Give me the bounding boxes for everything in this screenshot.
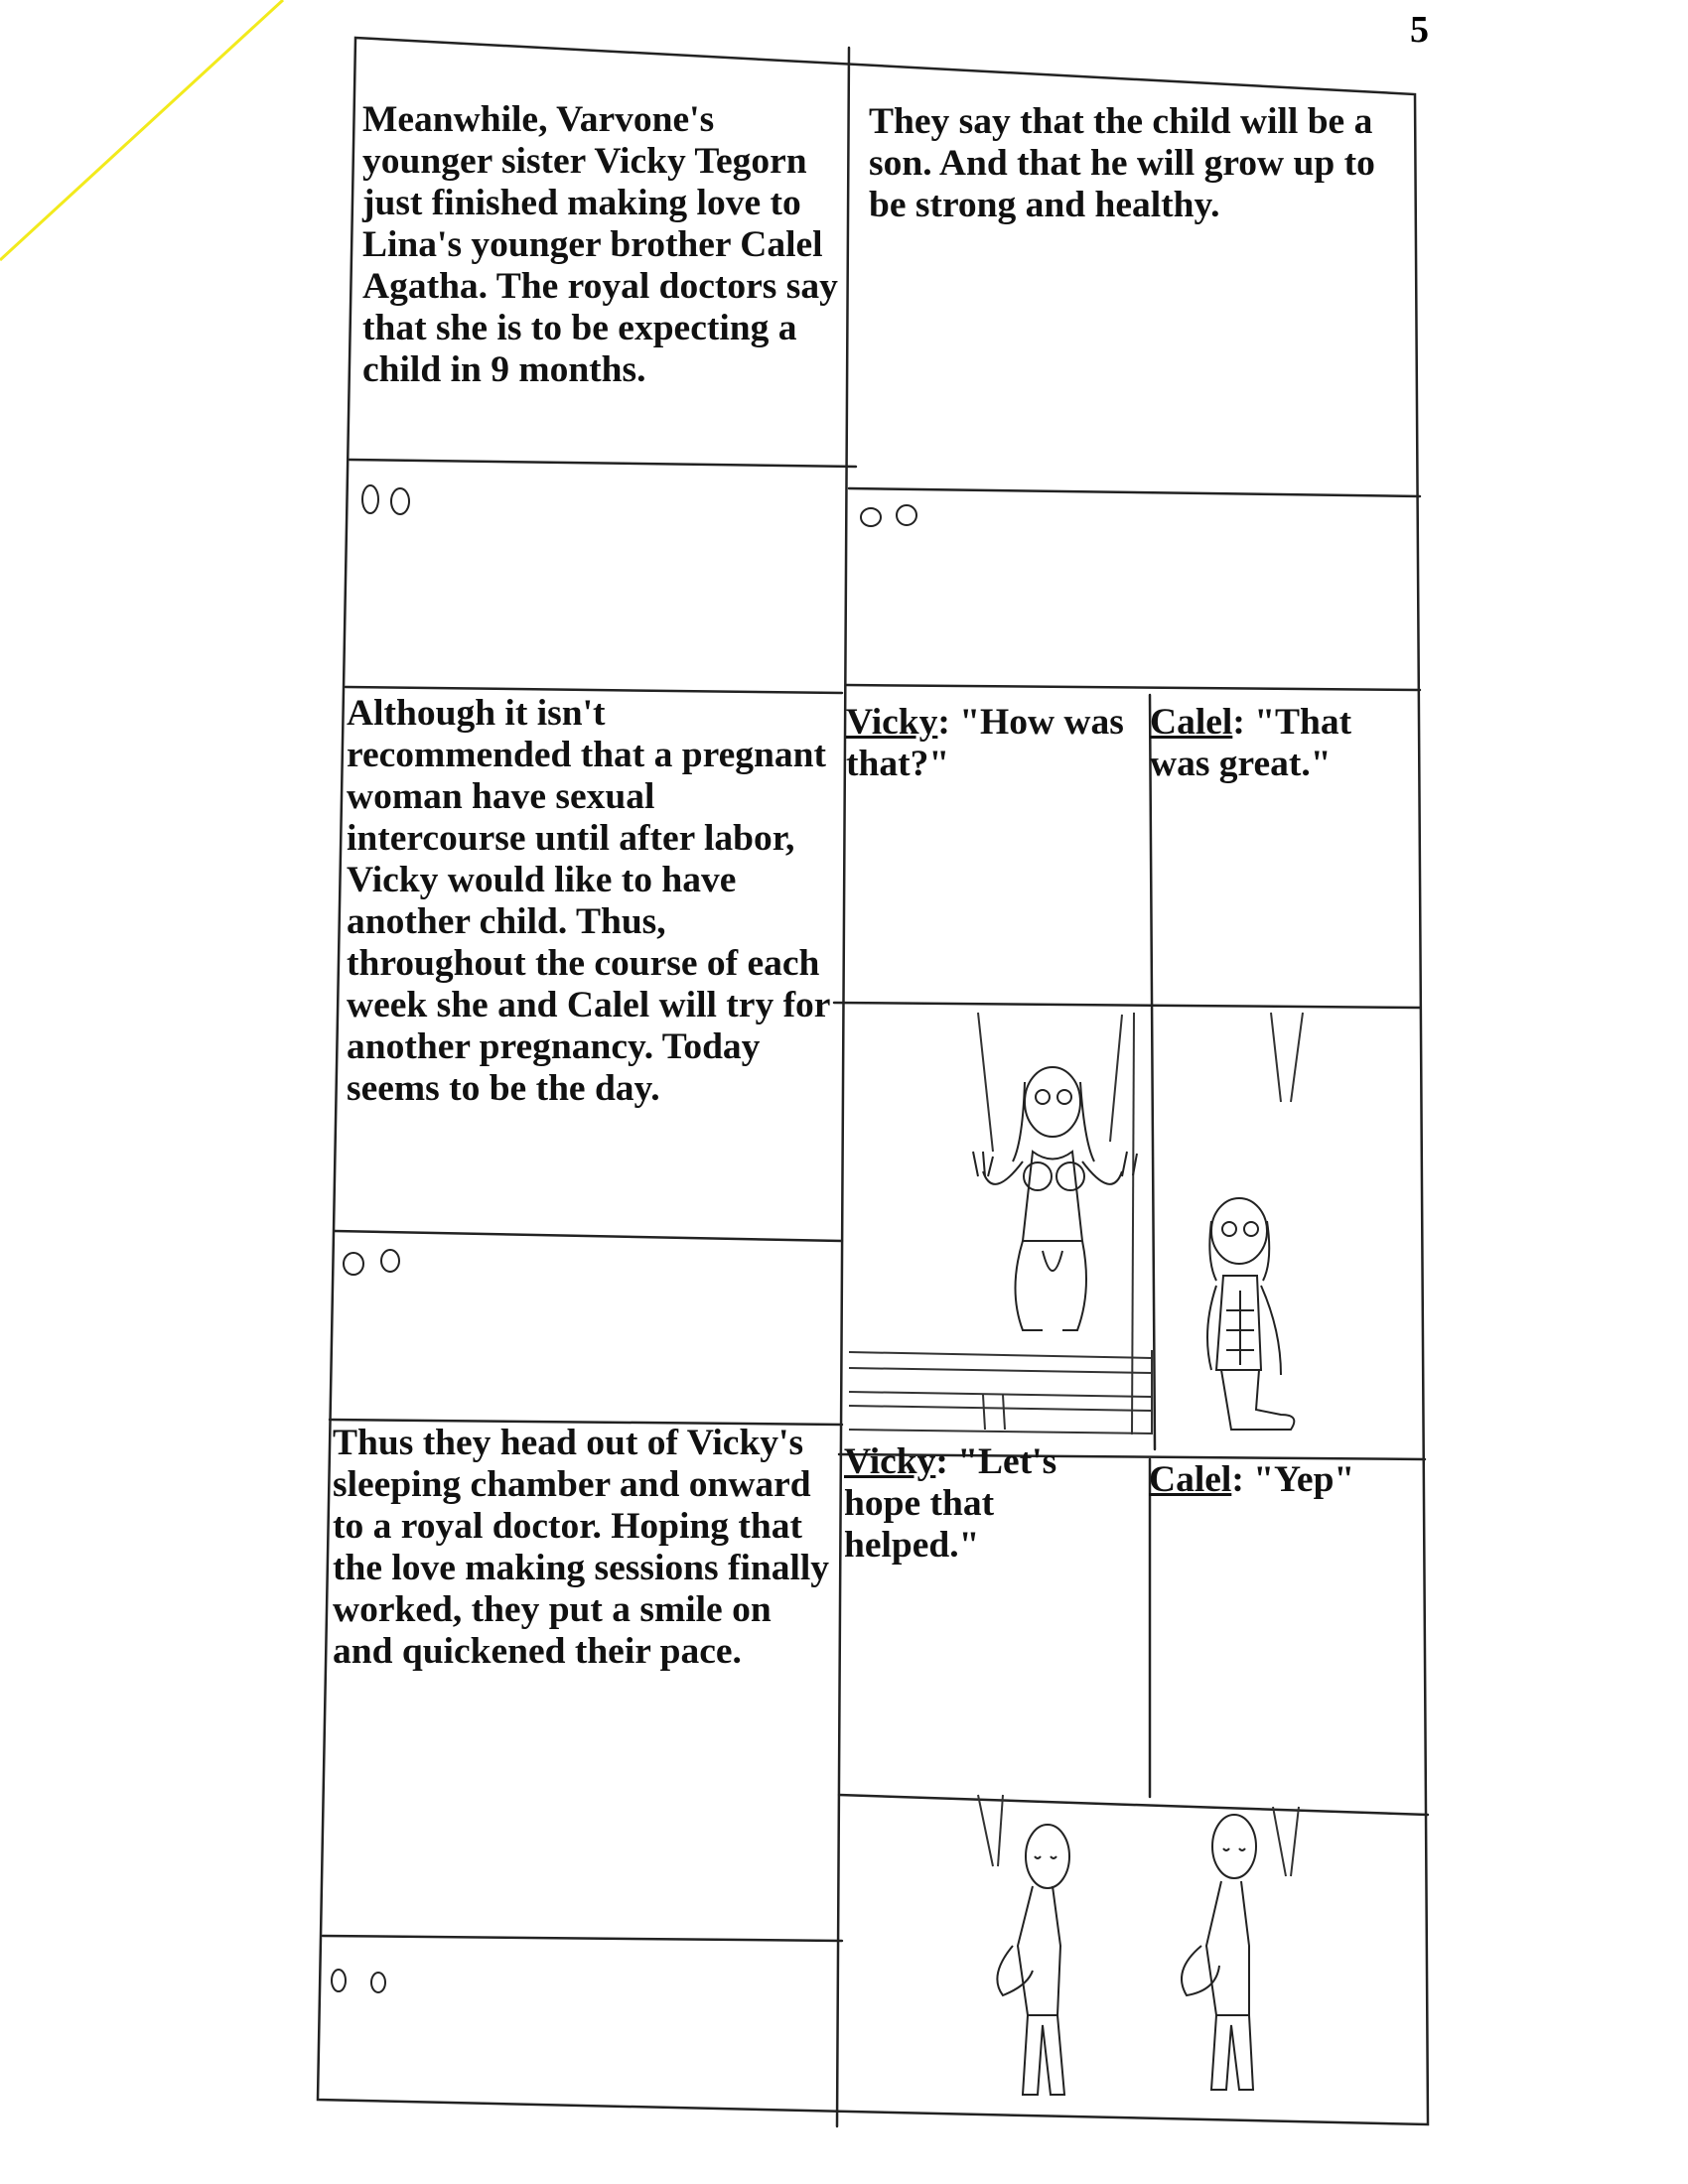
dialogue-calel-1 (1150, 702, 1413, 785)
speaker-calel: Calel (1149, 1459, 1232, 1500)
divider-h5-right (839, 1795, 1428, 1815)
dialogue-text: : "Yep" (1231, 1459, 1355, 1500)
dialogue-text: : "That was great." (1150, 702, 1352, 784)
caption-panel-1: Meanwhile, Varvone's younger sister Vicky Tegorn just finished making love to Lina's younger brother Calel Agatha. The royal doctors say that she is to be expecting a child in 9 months. (362, 99, 838, 390)
calel-figure (1207, 1198, 1294, 1430)
dialogue-calel-2 (1149, 1459, 1417, 1501)
divider-h3-right (834, 1003, 1420, 1008)
bed-lines (849, 1350, 1152, 1434)
walking-figures (997, 1815, 1256, 2095)
speaker-calel: Calel (1150, 702, 1233, 743)
divider-h3-left (335, 1231, 842, 1241)
yellow-crop-line (0, 0, 283, 260)
page-number: 5 (1410, 9, 1429, 51)
caption-panel-2: They say that the child will be a son. And that he will grow up to be strong and healthy. (869, 101, 1375, 225)
caption-panel-3: Although it isn't recommended that a pregnant woman have sexual intercourse until after labor, Vicky would like to have another child. Thus, throughout the course of each week she and Calel will try for another pregnancy. Today seems to be the day. (347, 693, 830, 1109)
divider-h1-left (350, 460, 856, 467)
dialogue-text: : "Let's hope that helped." (844, 1441, 1057, 1566)
divider-h2-right (846, 685, 1420, 690)
speaker-vicky: Vicky (844, 1441, 936, 1482)
dialogue-vicky-2 (844, 1441, 1082, 1567)
dialogue-vicky-1 (846, 702, 1144, 785)
divider-h5-left (323, 1936, 842, 1941)
caption-panel-4: Thus they head out of Vicky's sleeping chamber and onward to a royal doctor. Hoping that the love making sessions finally worked, they put a smile on and quickened their pace. (333, 1423, 830, 1672)
speaker-vicky: Vicky (846, 702, 938, 743)
vicky-figure (973, 1067, 1137, 1330)
divider-v-mid (1150, 695, 1155, 1449)
divider-h1-right (849, 488, 1420, 496)
dialogue-text: : "How was that?" (846, 702, 1124, 784)
